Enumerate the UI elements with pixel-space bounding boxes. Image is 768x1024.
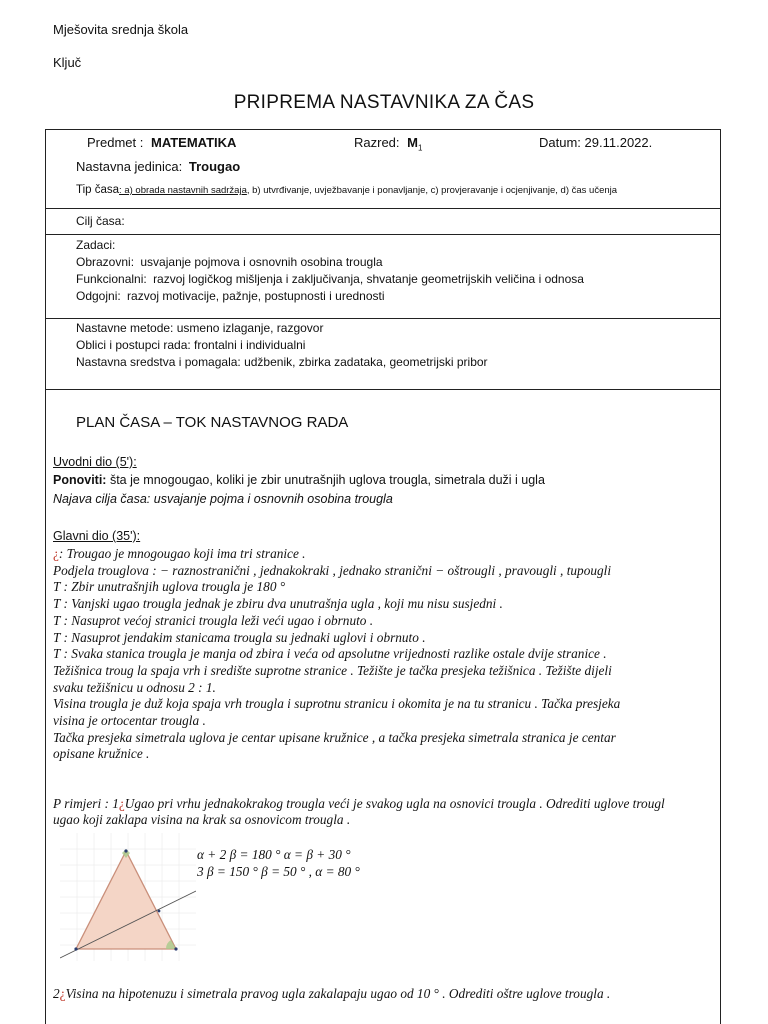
key-label: Ključ: [53, 55, 82, 70]
task-upbringing-value: razvoj motivacije, pažnje, postupnosti i urednosti: [127, 289, 385, 303]
plan-heading: PLAN ČASA – TOK NASTAVNOG RADA: [76, 414, 349, 431]
text-line: Tačka presjeka simetrala uglova je centar upisane kružnice , a tačka presjeka simetrala stranica je centar: [53, 729, 616, 745]
example-2-number: 2: [53, 986, 60, 1001]
task-educational: [76, 254, 383, 271]
aids-line: Nastavna sredstva i pomagala: udžbenik, zbirka zadataka, geometrijski pribor: [76, 355, 488, 369]
unit-value: Trougao: [188, 159, 241, 174]
glyph-mark: ¿: [53, 546, 59, 561]
page-title: PRIPREMA NASTAVNIKA ZA ČAS: [233, 92, 535, 113]
task-educational-label: Obrazovni:: [76, 255, 135, 269]
vertex-point: [174, 947, 177, 950]
theorem-line: T : Nasuprot jendakim stanicama trougla su jednaki uglovi i obrnuto .: [53, 629, 426, 645]
text-line: svaku težišnicu u odnosu 2 : 1.: [53, 679, 216, 695]
theorem-line: T : Svaka stanica trougla je manja od zbira i veća od apsolutne vrijednosti razlike ostale dvije stranice .: [53, 646, 607, 662]
task-educational-value: usvajanje pojmova i osnovnih osobina trougla: [140, 255, 383, 269]
theorem-line: T : Zbir unutrašnjih uglova trougla je 180 °: [53, 579, 286, 595]
task-upbringing-label: Odgojni:: [76, 289, 121, 303]
foot-point: [158, 910, 161, 913]
tasks-label: Zadaci:: [76, 238, 116, 252]
theorem-line: T : Nasuprot većoj stranici trougla leži veći ugao i obrnuto .: [53, 612, 374, 628]
date-value: 29.11.2022.: [584, 135, 653, 150]
row-divider: [45, 318, 721, 319]
unit-label: Nastavna jedinica:: [76, 159, 183, 174]
subject-value: MATEMATIKA: [150, 135, 237, 150]
text-line: Podjela trouglova : − raznostranični , jednakokraki , jednako stranični − oštrougli , pravougli , tupougli: [53, 562, 612, 578]
examples-label: P rimjeri : 1: [53, 796, 119, 811]
definition-line: ¿: Trougao je mnogougao koji ima tri stranice .: [53, 546, 306, 561]
grade-label: Razred:: [354, 135, 400, 150]
theorem-line: T : Vanjski ugao trougla jednak je zbiru dva unutrašnja ugla , koji mu nisu susjedni .: [53, 596, 503, 612]
task-upbringing: [76, 288, 385, 305]
example-1: [53, 796, 665, 813]
main-title: Glavni dio (35'):: [53, 529, 141, 543]
glyph-mark: ¿: [59, 986, 66, 1001]
goal-label: Cilj časa:: [76, 214, 125, 228]
text-line: Težišnica troug la spaja vrh i središte suprotne stranice . Težište je tačka presjeka težišnica . Težište dijeli: [53, 662, 612, 678]
grade-field: [354, 135, 422, 153]
repeat-value: šta je mnogougao, koliki je zbir unutrašnjih uglova trougla, simetrala duži i ugla: [109, 473, 545, 487]
subject-label: Predmet :: [87, 135, 144, 150]
date-label: Datum:: [539, 135, 581, 150]
text-line: Visina trougla je duž koja spaja vrh trougla i suprotnu stranicu i okomita je na tu stranicu . Tačka presjeka: [53, 696, 621, 712]
lesson-type-label: Tip časa: [76, 184, 120, 196]
methods-line: Nastavne metode: usmeno izlaganje, razgovor: [76, 321, 324, 335]
lesson-type-options: , b) utvrđivanje, uvježbavanje i ponavljanje, c) provjeravanje i ocjenjivanje, d) čas učenja: [246, 185, 618, 196]
row-divider: [45, 234, 721, 235]
example-2: [53, 986, 610, 1003]
equation-line-2: 3 β = 150 ° β = 50 ° , α = 80 °: [197, 863, 360, 879]
task-functional-value: razvoj logičkog mišljenja i zaključivanja, shvatanje geometrijskih veličina i odnosa: [153, 272, 584, 286]
triangle-figure: [60, 833, 196, 961]
task-functional-label: Funkcionalni:: [76, 272, 147, 286]
lesson-type-field: [76, 184, 617, 196]
task-functional: [76, 271, 584, 288]
equation-line-1: α + 2 β = 180 ° α = β + 30 °: [197, 847, 351, 862]
equations: [197, 847, 360, 880]
example-1-line2: ugao koji zaklapa visina na krak sa osnovicom trougla .: [53, 812, 351, 827]
grade-subscript: 1: [418, 143, 423, 153]
example-1-text: Ugao pri vrhu jednakokrakog trougla veći je svakog ugla na osnovici trougla . Odrediti uglove trougl: [124, 796, 665, 811]
repeat-label: Ponoviti:: [53, 473, 107, 487]
lesson-type-selected: : a) obrada nastavnih sadržaja: [119, 185, 247, 196]
row-divider: [45, 389, 721, 390]
text-line: visina je ortocentar trougla .: [53, 713, 206, 729]
main-content: [53, 546, 620, 763]
row-divider: [45, 208, 721, 209]
subject-field: [87, 135, 236, 150]
triangle-shape: [76, 851, 176, 949]
forms-line: Oblici i postupci rada: frontalni i individualni: [76, 338, 306, 352]
glyph-mark: ¿: [118, 796, 125, 811]
intro-title: Uvodni dio (5'):: [53, 455, 137, 469]
announce-line: Najava cilja časa: usvajanje pojma i osnovnih osobina trougla: [53, 492, 393, 506]
text-line: opisane kružnice .: [53, 746, 150, 762]
example-2-text: Visina na hipotenuzu i simetrala pravog ugla zakalapaju ugao od 10 ° . Odrediti oštre uglove trougla .: [65, 986, 611, 1001]
vertex-point: [74, 947, 77, 950]
date-field: [539, 135, 652, 150]
grade-value: M: [407, 135, 418, 150]
unit-field: [76, 159, 240, 174]
repeat-line: [53, 473, 545, 487]
school-name: Mješovita srednja škola: [53, 22, 189, 37]
vertex-point: [124, 849, 127, 852]
